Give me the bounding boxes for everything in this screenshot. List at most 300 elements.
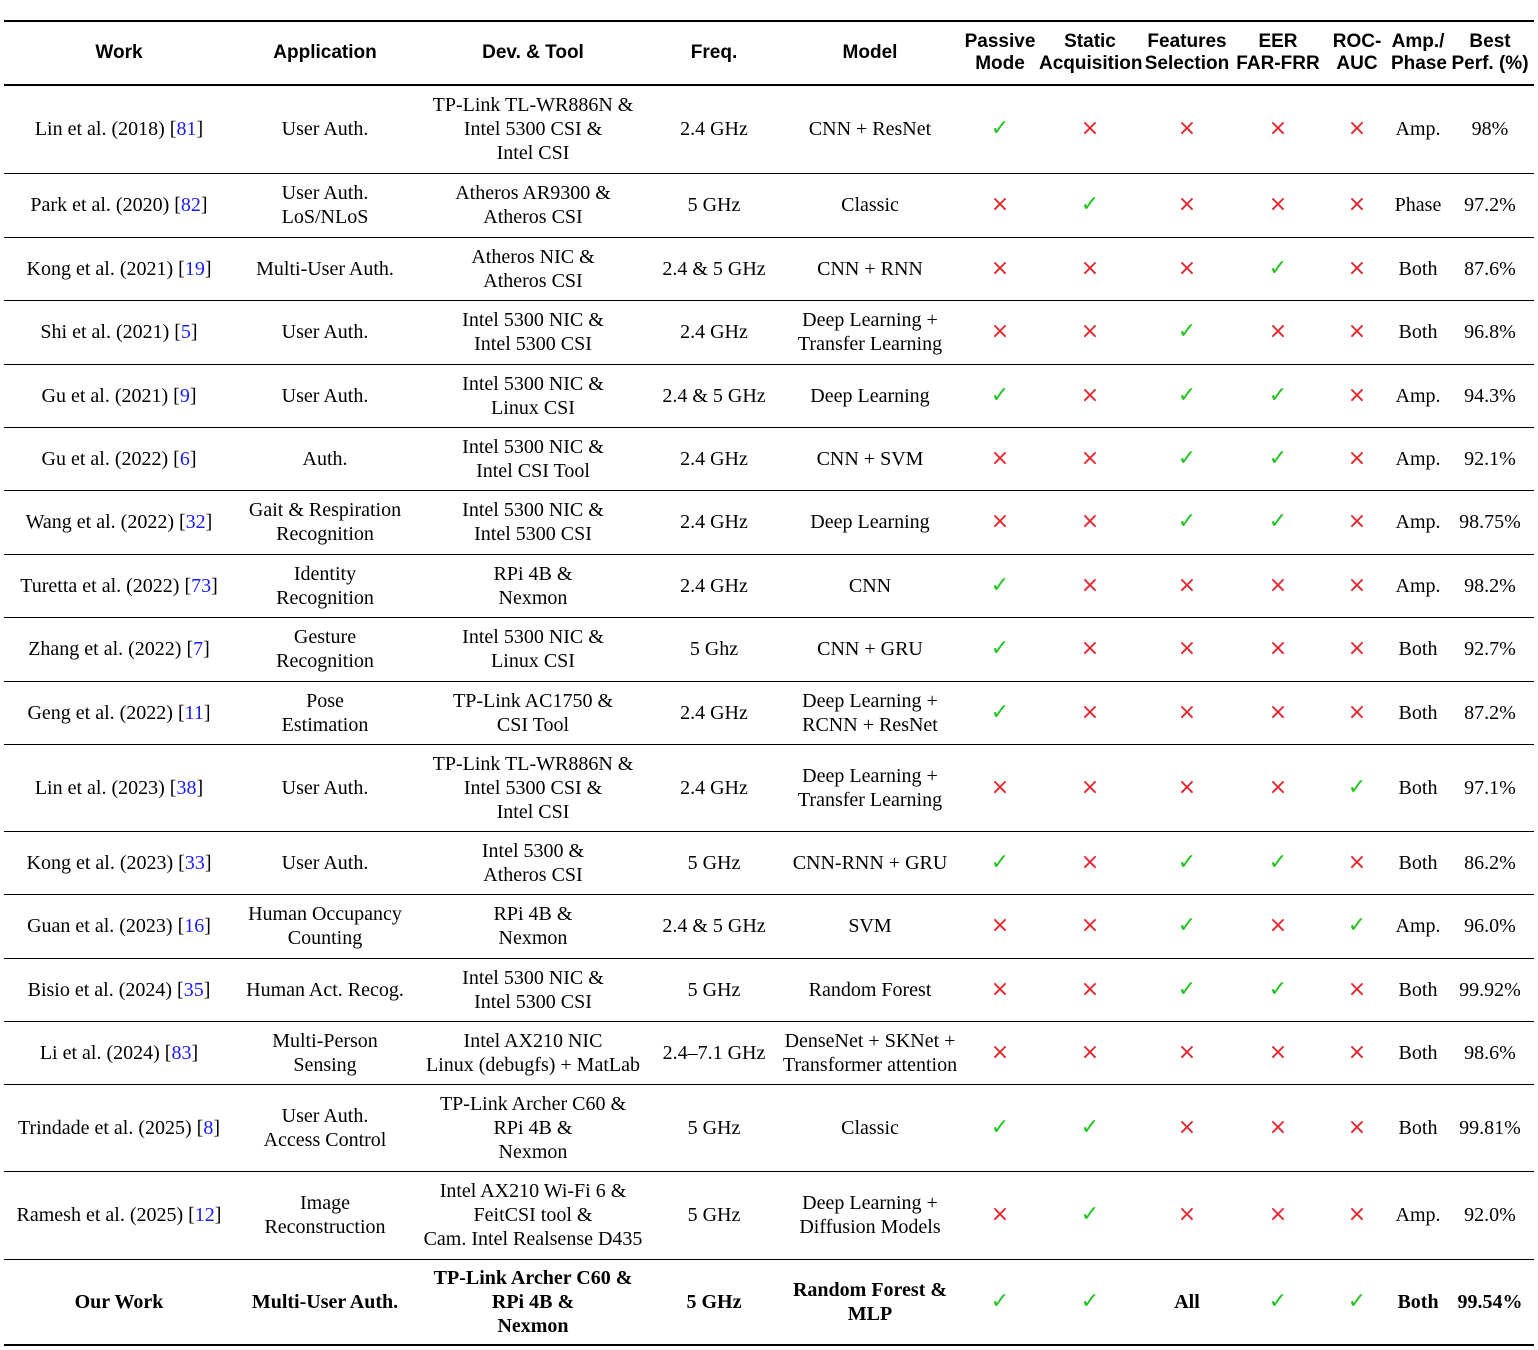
citation-link[interactable]: 11	[184, 701, 204, 724]
passive-mode-cell	[962, 554, 1038, 617]
roc-auc-cell	[1324, 364, 1390, 427]
work-name: Geng et al. (2022) [	[27, 701, 185, 724]
citation-link[interactable]: 8	[203, 1116, 214, 1139]
cross-icon: ×	[1347, 1202, 1367, 1227]
features-selection-cell	[1142, 617, 1232, 681]
check-icon: ✓	[1177, 382, 1197, 408]
model-cell-line: CNN + SVM	[816, 447, 924, 470]
best-perf-cell-text: 86.2%	[1464, 851, 1516, 874]
best-perf-cell-text: 98.2%	[1464, 574, 1516, 597]
work-name: Bisio et al. (2024) [	[27, 978, 184, 1001]
model-cell-line: Transfer Learning	[797, 788, 943, 811]
features-selection-cell	[1142, 237, 1232, 300]
header-work	[4, 21, 234, 85]
work-name: Li et al. (2024) [	[39, 1041, 172, 1064]
frequency-cell-text: 2.4–7.1 GHz	[662, 1041, 766, 1064]
application-cell	[234, 85, 416, 173]
eer-cell	[1232, 744, 1324, 831]
best-perf-cell	[1446, 554, 1534, 617]
citation-close-bracket: ]	[204, 851, 212, 874]
table-row	[4, 617, 1534, 681]
frequency-cell	[650, 1259, 778, 1345]
header-eer-far-frr	[1232, 21, 1324, 85]
cross-icon: ×	[1268, 774, 1288, 800]
cross-icon: ×	[1347, 255, 1367, 281]
cross-icon: ×	[1177, 255, 1197, 281]
static-acquisition-cell	[1038, 681, 1142, 744]
check-icon: ✓	[1268, 1288, 1288, 1314]
device-tool-cell	[416, 364, 650, 427]
header-application	[234, 21, 416, 85]
amp-phase-cell-text: Both	[1398, 978, 1438, 1001]
check-icon: ✓	[1080, 1114, 1100, 1140]
device-tool-cell-line: Cam. Intel Realsense D435	[423, 1228, 643, 1250]
check-icon: ✓	[990, 1114, 1010, 1140]
frequency-cell	[650, 237, 778, 300]
static-acquisition-cell	[1038, 1259, 1142, 1345]
amp-phase-cell-text: Both	[1398, 776, 1438, 799]
eer-cell	[1232, 300, 1324, 364]
device-tool-cell-line: TP-Link AC1750 &	[452, 689, 613, 712]
device-tool-cell-line: Intel 5300 NIC &	[462, 372, 604, 395]
model-cell-line: CNN	[848, 574, 892, 597]
roc-auc-cell	[1324, 894, 1390, 958]
cross-icon: ×	[1177, 636, 1197, 661]
best-perf-cell	[1446, 1021, 1534, 1084]
check-icon: ✓	[1177, 913, 1197, 938]
frequency-cell	[650, 1171, 778, 1259]
amp-phase-cell	[1390, 958, 1446, 1021]
application-cell	[234, 681, 416, 744]
header-label: Features	[1147, 31, 1227, 52]
frequency-cell-text: 2.4 GHz	[680, 321, 748, 343]
header-label: Work	[95, 42, 143, 63]
features-selection-cell	[1142, 894, 1232, 958]
best-perf-cell-text: 92.0%	[1464, 1204, 1516, 1226]
static-acquisition-cell	[1038, 237, 1142, 300]
citation-close-bracket: ]	[189, 447, 197, 470]
best-perf-cell	[1446, 1259, 1534, 1345]
device-tool-cell-line: Intel 5300 CSI	[474, 990, 592, 1013]
device-tool-cell	[416, 1021, 650, 1084]
citation-link[interactable]: 32	[185, 511, 206, 533]
header-label: Selection	[1144, 53, 1230, 74]
application-cell	[234, 894, 416, 958]
model-cell-line: Deep Learning	[810, 384, 930, 407]
static-acquisition-cell	[1038, 894, 1142, 958]
application-cell-line: User Auth.	[281, 851, 369, 874]
passive-mode-cell	[962, 490, 1038, 554]
frequency-cell	[650, 681, 778, 744]
cross-icon: ×	[990, 1202, 1010, 1227]
frequency-cell-text: 2.4 GHz	[680, 776, 748, 799]
amp-phase-cell	[1390, 1084, 1446, 1171]
frequency-cell-text: 2.4 GHz	[680, 118, 748, 141]
table-row	[4, 831, 1534, 894]
best-perf-cell-text: 97.2%	[1464, 194, 1516, 216]
model-cell	[778, 1171, 962, 1259]
work-cell	[4, 364, 234, 427]
roc-auc-cell	[1324, 1084, 1390, 1171]
cross-icon: ×	[1080, 116, 1100, 142]
work-cell	[4, 831, 234, 894]
application-cell	[234, 554, 416, 617]
roc-auc-cell	[1324, 490, 1390, 554]
device-tool-cell	[416, 894, 650, 958]
work-name: Wang et al. (2022) [	[25, 511, 186, 533]
eer-cell	[1232, 894, 1324, 958]
frequency-cell	[650, 364, 778, 427]
model-cell-line: CNN + GRU	[817, 638, 923, 660]
device-tool-cell	[416, 958, 650, 1021]
best-perf-cell	[1446, 237, 1534, 300]
features-selection-cell-text: All	[1174, 1290, 1200, 1313]
eer-cell	[1232, 1171, 1324, 1259]
citation-close-bracket: ]	[203, 701, 211, 724]
citation-close-bracket: ]	[189, 384, 197, 407]
check-icon: ✓	[1268, 255, 1288, 281]
model-cell	[778, 427, 962, 490]
roc-auc-cell	[1324, 681, 1390, 744]
model-cell-line: Classic	[841, 194, 899, 216]
model-cell-line: CNN + RNN	[817, 257, 923, 280]
citation-link[interactable]: 12	[194, 1204, 215, 1226]
passive-mode-cell	[962, 744, 1038, 831]
citation-close-bracket: ]	[190, 321, 198, 343]
cross-icon: ×	[990, 445, 1010, 471]
application-cell	[234, 744, 416, 831]
work-cell	[4, 85, 234, 173]
features-selection-cell	[1142, 300, 1232, 364]
amp-phase-cell-text: Amp.	[1395, 915, 1441, 937]
frequency-cell	[650, 85, 778, 173]
device-tool-cell-line: CSI Tool	[496, 713, 570, 736]
application-cell	[234, 1171, 416, 1259]
roc-auc-cell	[1324, 744, 1390, 831]
header-label: Freq.	[690, 42, 738, 63]
passive-mode-cell	[962, 1259, 1038, 1345]
amp-phase-cell-text: Both	[1398, 1041, 1438, 1064]
eer-cell	[1232, 1084, 1324, 1171]
amp-phase-cell-text: Phase	[1394, 194, 1442, 216]
cross-icon: ×	[990, 913, 1010, 938]
static-acquisition-cell	[1038, 173, 1142, 237]
application-cell	[234, 237, 416, 300]
check-icon: ✓	[990, 699, 1010, 725]
cross-icon: ×	[1347, 1114, 1367, 1140]
cross-icon: ×	[990, 509, 1010, 534]
device-tool-cell-line: Intel 5300 CSI	[474, 523, 592, 545]
citation-link[interactable]: 5	[180, 321, 191, 343]
cross-icon: ×	[1347, 382, 1367, 408]
frequency-cell	[650, 744, 778, 831]
application-cell-line: Sensing	[293, 1053, 357, 1076]
features-selection-cell	[1142, 1084, 1232, 1171]
cross-icon: ×	[1347, 849, 1367, 875]
amp-phase-cell	[1390, 1021, 1446, 1084]
passive-mode-cell	[962, 1084, 1038, 1171]
table-row	[4, 681, 1534, 744]
cross-icon: ×	[1268, 116, 1288, 142]
frequency-cell-text: 5 GHz	[686, 1290, 742, 1313]
application-cell-line: User Auth.	[281, 1104, 369, 1127]
work-name: Kong et al. (2023) [	[26, 851, 185, 874]
work-cell	[4, 744, 234, 831]
cross-icon: ×	[1347, 699, 1367, 725]
application-cell-line: Recognition	[276, 523, 374, 545]
header-label: FAR-FRR	[1236, 53, 1320, 74]
cross-icon: ×	[1268, 572, 1288, 598]
table-header	[4, 21, 1534, 85]
device-tool-cell-line: Intel 5300 NIC &	[462, 499, 604, 521]
citation-link[interactable]: 35	[183, 978, 204, 1001]
citation-close-bracket: ]	[191, 1041, 199, 1064]
device-tool-cell-line: RPi 4B &	[491, 1290, 575, 1313]
table-row	[4, 744, 1534, 831]
roc-auc-cell	[1324, 85, 1390, 173]
device-tool-cell	[416, 1259, 650, 1345]
frequency-cell-text: 5 GHz	[687, 851, 741, 874]
check-icon: ✓	[1080, 1202, 1100, 1227]
cross-icon: ×	[990, 774, 1010, 800]
features-selection-cell	[1142, 744, 1232, 831]
frequency-cell-text: 2.4 GHz	[680, 701, 748, 724]
device-tool-cell-line: TP-Link Archer C60 &	[433, 1266, 633, 1289]
table-row	[4, 1021, 1534, 1084]
application-cell	[234, 831, 416, 894]
device-tool-cell-line: Intel CSI Tool	[476, 459, 590, 482]
cross-icon: ×	[1177, 699, 1197, 725]
amp-phase-cell	[1390, 237, 1446, 300]
amp-phase-cell-text: Both	[1398, 701, 1438, 724]
citation-close-bracket: ]	[196, 118, 204, 141]
cross-icon: ×	[1177, 1114, 1197, 1140]
best-perf-cell	[1446, 958, 1534, 1021]
work-name: Gu et al. (2022) [	[41, 447, 180, 470]
application-cell	[234, 1259, 416, 1345]
best-perf-cell-text: 87.2%	[1464, 701, 1516, 724]
work-cell	[4, 173, 234, 237]
application-cell-line: Estimation	[281, 713, 369, 736]
application-cell-line: User Auth.	[281, 321, 369, 343]
amp-phase-cell-text: Amp.	[1395, 447, 1441, 470]
application-cell-line: Image	[300, 1192, 350, 1214]
header-passive-mode	[962, 21, 1038, 85]
citation-close-bracket: ]	[205, 511, 213, 533]
device-tool-cell-line: Intel CSI	[496, 800, 570, 823]
model-cell	[778, 554, 962, 617]
static-acquisition-cell	[1038, 364, 1142, 427]
best-perf-cell-text: 99.81%	[1459, 1116, 1521, 1139]
frequency-cell-text: 2.4 & 5 GHz	[662, 257, 766, 280]
model-cell-line: CNN + ResNet	[808, 118, 932, 141]
citation-link[interactable]: 16	[184, 915, 205, 937]
header-label: ROC-	[1332, 31, 1382, 52]
passive-mode-cell	[962, 427, 1038, 490]
amp-phase-cell	[1390, 427, 1446, 490]
check-icon: ✓	[1177, 445, 1197, 471]
application-cell-line: User Auth.	[281, 118, 369, 141]
application-cell	[234, 364, 416, 427]
work-cell	[4, 1259, 234, 1345]
table-row	[4, 173, 1534, 237]
features-selection-cell	[1142, 173, 1232, 237]
citation-link[interactable]: 38	[176, 776, 197, 799]
cross-icon: ×	[1177, 774, 1197, 800]
cross-icon: ×	[1347, 636, 1367, 661]
citation-link[interactable]: 81	[176, 118, 197, 141]
model-cell-line: RCNN + ResNet	[802, 713, 938, 736]
header-amp-phase	[1390, 21, 1446, 85]
model-cell-line: MLP	[847, 1302, 893, 1325]
application-cell	[234, 490, 416, 554]
check-icon: ✓	[1268, 509, 1288, 534]
frequency-cell	[650, 427, 778, 490]
cross-icon: ×	[1080, 699, 1100, 725]
static-acquisition-cell	[1038, 1021, 1142, 1084]
application-cell-line: User Auth.	[281, 776, 369, 799]
work-name: Ramesh et al. (2025) [	[16, 1204, 195, 1226]
features-selection-cell	[1142, 681, 1232, 744]
citation-close-bracket: ]	[204, 915, 211, 937]
table-row	[4, 85, 1534, 173]
device-tool-cell-line: RPi 4B &	[493, 562, 573, 585]
application-cell-line: Human Occupancy	[248, 903, 402, 925]
work-cell	[4, 237, 234, 300]
eer-cell	[1232, 364, 1324, 427]
amp-phase-cell	[1390, 894, 1446, 958]
application-cell-line: User Auth.	[281, 384, 369, 407]
passive-mode-cell	[962, 173, 1038, 237]
check-icon: ✓	[990, 636, 1010, 661]
device-tool-cell-line: Atheros CSI	[483, 206, 583, 228]
roc-auc-cell	[1324, 1171, 1390, 1259]
citation-link[interactable]: 6	[179, 447, 190, 470]
cross-icon: ×	[1177, 572, 1197, 598]
header-features-selection	[1142, 21, 1232, 85]
check-icon: ✓	[1347, 774, 1367, 800]
application-cell-line: Gait & Respiration	[248, 499, 402, 521]
features-selection-cell	[1142, 85, 1232, 173]
check-icon: ✓	[1347, 1288, 1367, 1314]
frequency-cell-text: 5 GHz	[687, 194, 741, 216]
application-cell	[234, 958, 416, 1021]
citation-close-bracket: ]	[214, 1204, 222, 1226]
work-name: Gu et al. (2021) [	[41, 384, 180, 407]
application-cell	[234, 1021, 416, 1084]
citation-link[interactable]: 82	[180, 194, 201, 216]
check-icon: ✓	[1080, 1288, 1100, 1314]
frequency-cell	[650, 894, 778, 958]
device-tool-cell-line: Intel 5300 CSI &	[463, 118, 603, 141]
cross-icon: ×	[1268, 636, 1288, 661]
passive-mode-cell	[962, 617, 1038, 681]
eer-cell	[1232, 1259, 1324, 1345]
model-cell-line: Deep Learning	[810, 511, 930, 533]
passive-mode-cell	[962, 364, 1038, 427]
citation-close-bracket: ]	[213, 1116, 220, 1139]
frequency-cell-text: 2.4 GHz	[680, 574, 748, 597]
model-cell-line: Deep Learning +	[802, 309, 938, 331]
work-cell	[4, 1171, 234, 1259]
model-cell-line: Classic	[841, 1116, 899, 1139]
work-cell	[4, 617, 234, 681]
device-tool-cell-line: Intel 5300 CSI	[474, 333, 592, 355]
device-tool-cell	[416, 1084, 650, 1171]
check-icon: ✓	[1177, 319, 1197, 344]
best-perf-cell-text: 99.54%	[1457, 1290, 1523, 1313]
amp-phase-cell	[1390, 744, 1446, 831]
frequency-cell	[650, 1084, 778, 1171]
device-tool-cell	[416, 617, 650, 681]
features-selection-cell	[1142, 490, 1232, 554]
eer-cell	[1232, 958, 1324, 1021]
device-tool-cell-line: TP-Link Archer C60 &	[439, 1092, 627, 1115]
table-row	[4, 1171, 1534, 1259]
cross-icon: ×	[1347, 445, 1367, 471]
citation-link[interactable]: 33	[184, 851, 205, 874]
table-body	[4, 85, 1534, 1345]
header-label: Mode	[975, 53, 1025, 74]
amp-phase-cell	[1390, 1171, 1446, 1259]
header-label: Model	[842, 42, 898, 63]
work-cell	[4, 894, 234, 958]
amp-phase-cell	[1390, 173, 1446, 237]
cross-icon: ×	[1080, 509, 1100, 534]
citation-link[interactable]: 19	[184, 257, 205, 280]
header-label: Perf. (%)	[1451, 53, 1529, 74]
passive-mode-cell	[962, 831, 1038, 894]
features-selection-cell	[1142, 1259, 1232, 1345]
citation-close-bracket: ]	[211, 574, 218, 597]
check-icon: ✓	[1268, 445, 1288, 471]
application-cell	[234, 300, 416, 364]
citation-close-bracket: ]	[196, 776, 204, 799]
model-cell-line: Deep Learning +	[802, 1192, 938, 1214]
device-tool-cell-line: TP-Link TL-WR886N &	[432, 752, 634, 775]
work-name: Our Work	[74, 1290, 164, 1313]
best-perf-cell	[1446, 427, 1534, 490]
best-perf-cell	[1446, 831, 1534, 894]
work-name: Lin et al. (2018) [	[34, 118, 177, 141]
static-acquisition-cell	[1038, 427, 1142, 490]
amp-phase-cell	[1390, 1259, 1446, 1345]
passive-mode-cell	[962, 85, 1038, 173]
best-perf-cell-text: 99.92%	[1459, 978, 1521, 1001]
citation-link[interactable]: 9	[179, 384, 190, 407]
check-icon: ✓	[990, 382, 1010, 408]
citation-link[interactable]: 7	[193, 638, 204, 660]
check-icon: ✓	[1177, 849, 1197, 875]
citation-link[interactable]: 73	[191, 574, 212, 597]
work-name: Lin et al. (2023) [	[34, 776, 177, 799]
application-cell-line: Multi-User Auth.	[256, 257, 394, 280]
cross-icon: ×	[1347, 1039, 1367, 1065]
roc-auc-cell	[1324, 237, 1390, 300]
eer-cell	[1232, 831, 1324, 894]
citation-link[interactable]: 83	[171, 1041, 192, 1064]
work-cell	[4, 554, 234, 617]
table-row	[4, 427, 1534, 490]
model-cell	[778, 617, 962, 681]
frequency-cell	[650, 617, 778, 681]
cross-icon: ×	[1347, 192, 1367, 217]
best-perf-cell	[1446, 85, 1534, 173]
device-tool-cell	[416, 490, 650, 554]
best-perf-cell	[1446, 300, 1534, 364]
header-roc-auc	[1324, 21, 1390, 85]
work-cell	[4, 427, 234, 490]
